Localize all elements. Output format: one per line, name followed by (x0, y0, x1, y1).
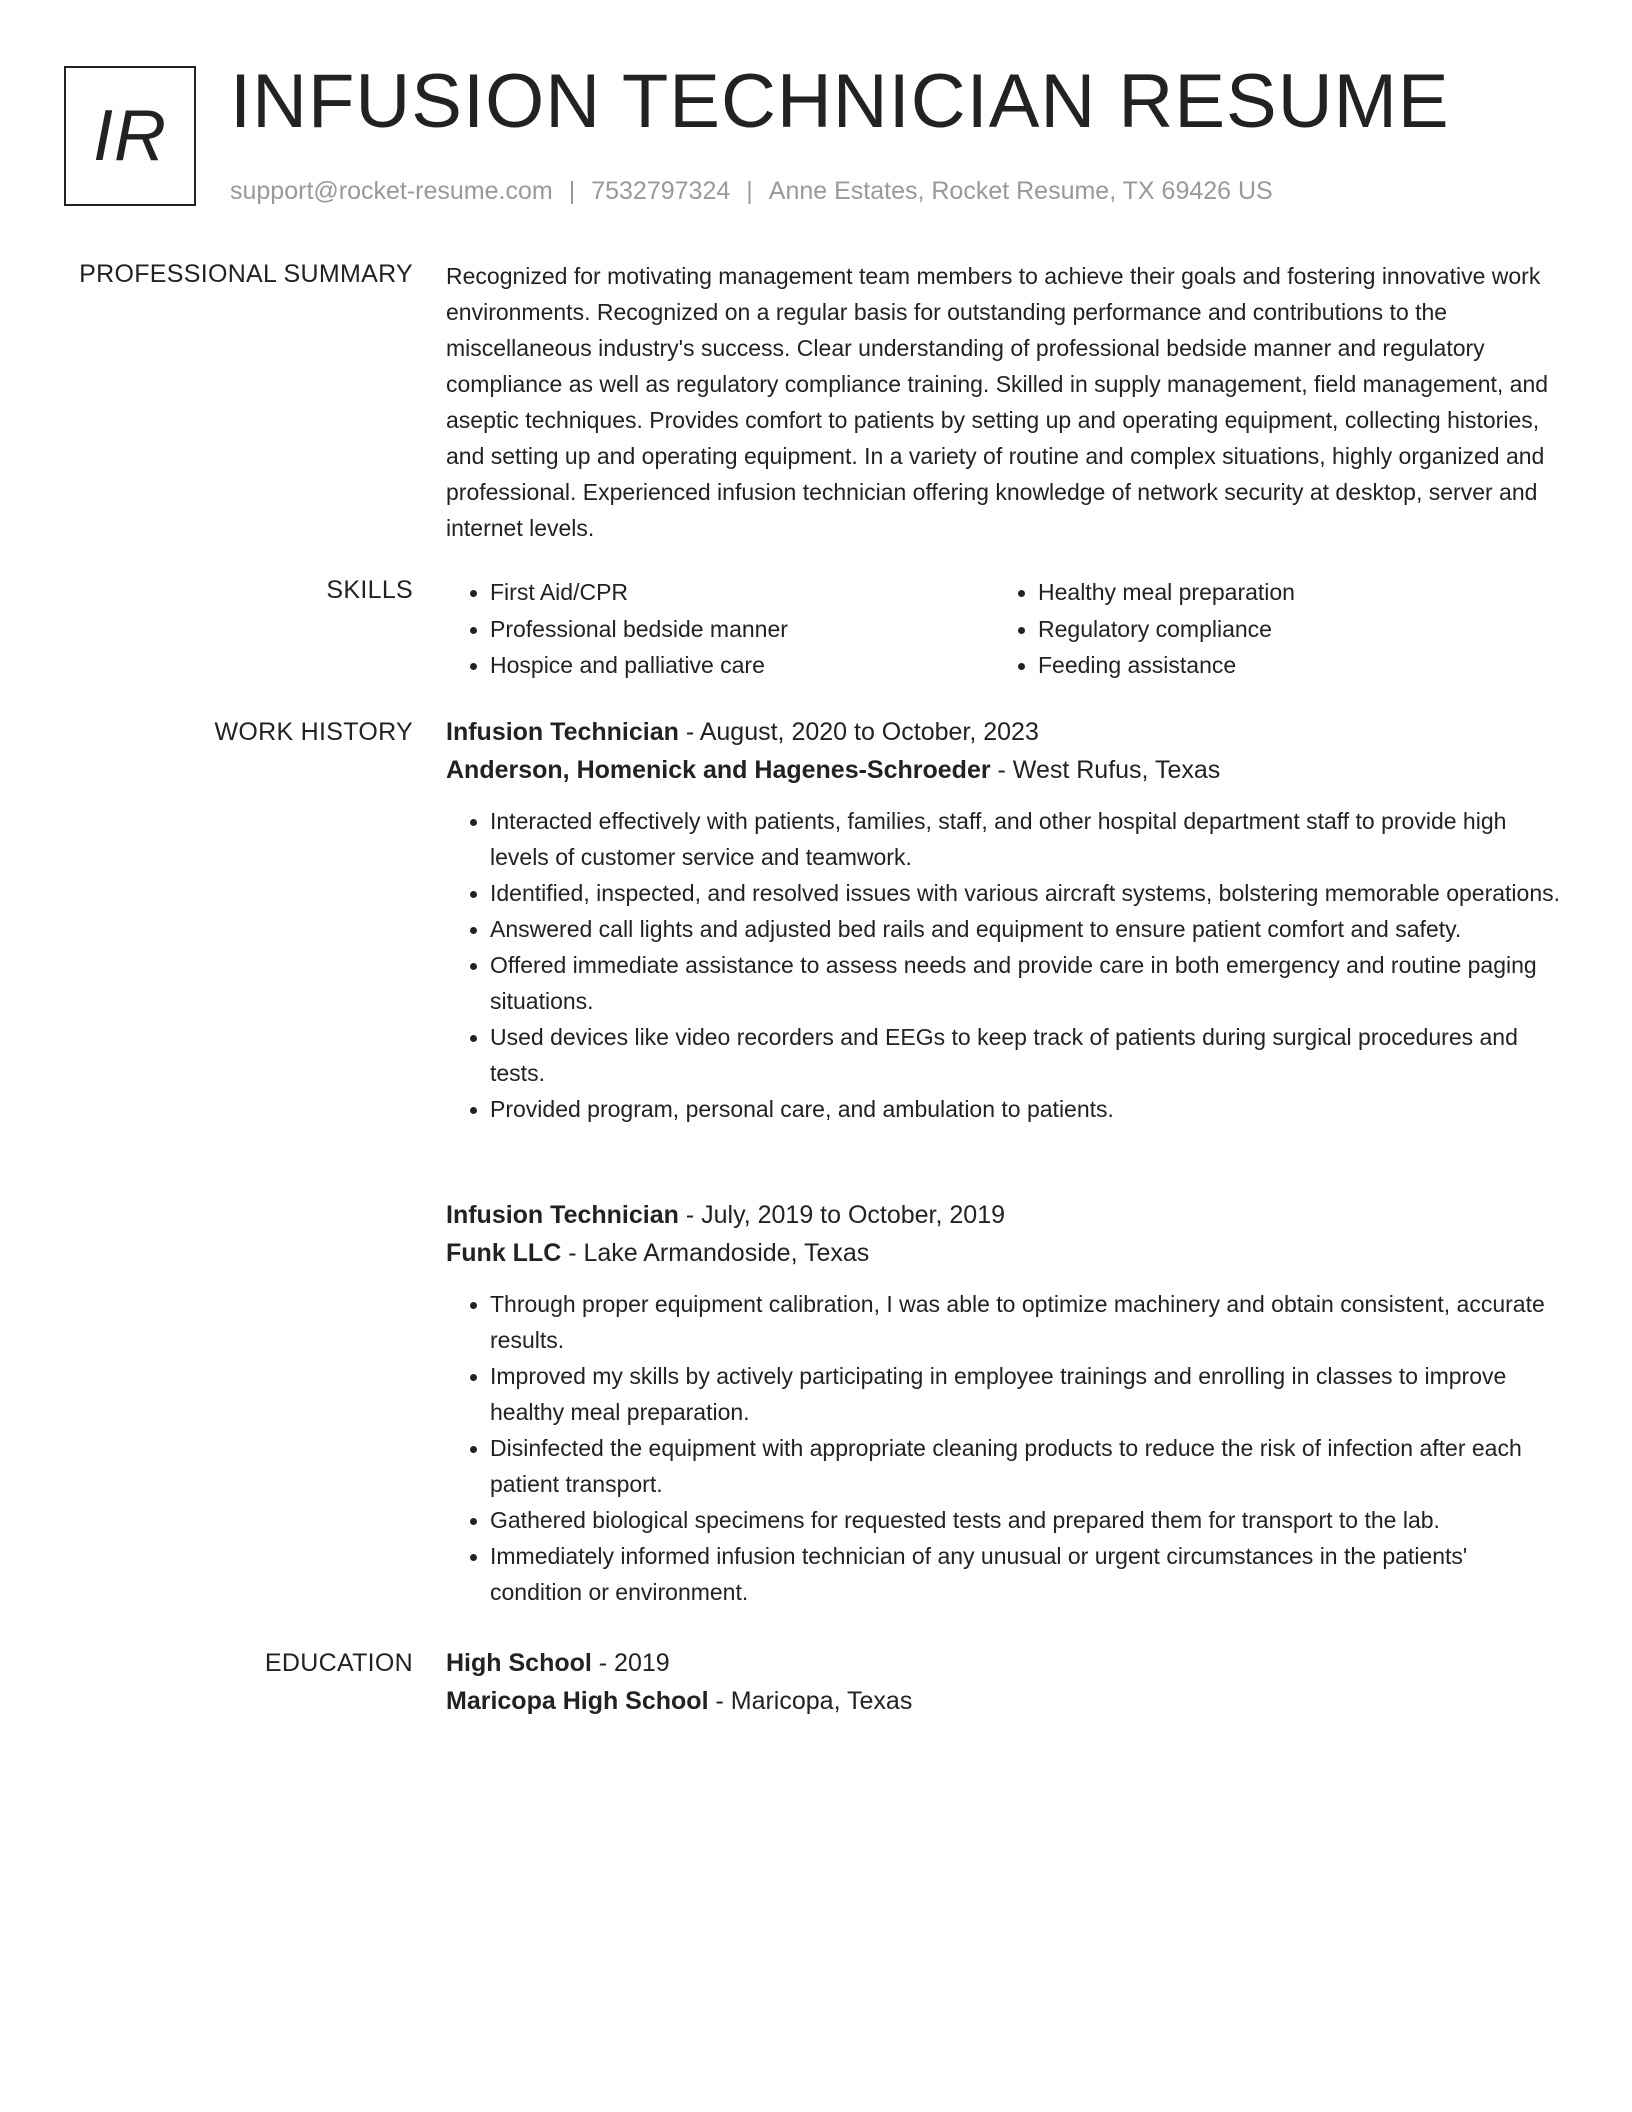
job-bullet: • Used devices like video recorders and EEGs to keep track of patients during surgical procedures and tests. (490, 1019, 1562, 1091)
job-title-line (446, 713, 1562, 751)
job-bullet: • Immediately informed infusion technician of any unusual or urgent circumstances in the patients' condition or environment. (490, 1538, 1562, 1610)
skills-heading: SKILLS (326, 576, 413, 604)
skills-list-left (446, 574, 994, 684)
job-company-line (446, 751, 1562, 789)
summary-heading: PROFESSIONAL SUMMARY (79, 260, 413, 288)
job-location: - Lake Armandoside, Texas (561, 1239, 870, 1267)
education-location: - Maricopa, Texas (708, 1687, 913, 1715)
contact-phone: 7532797324 (591, 177, 731, 205)
monogram-logo: IR (64, 66, 196, 206)
summary-section (446, 258, 1562, 546)
job-company: Funk LLC (446, 1239, 562, 1267)
job-bullet: • Interacted effectively with patients, families, staff, and other hospital department staff to provide high levels of customer service and teamwork. (490, 803, 1562, 875)
skill-item: • Hospice and palliative care (490, 647, 994, 684)
education-degree: High School (446, 1649, 592, 1677)
job-company: Anderson, Homenick and Hagenes-Schroeder (446, 756, 991, 784)
contact-separator: | (746, 177, 753, 205)
contact-line (230, 174, 1273, 208)
summary-text: Recognized for motivating management team members to achieve their goals and fostering innovative work environments. Recognized on a regular basis for outstanding performance and contributions to the miscellaneous industry's success. Clear understanding of professional bedside manner and regulatory compliance as well as regulatory compliance training. Skilled in supply management, field management, and aseptic techniques. Provides comfort to patients by setting up and operating equipment, collecting histories, and setting up and operating equipment. In a variety of routine and complex situations, highly organized and professional. Experienced infusion technician offering knowledge of network security at desktop, server and internet levels. (446, 263, 1549, 541)
skill-item: • Healthy meal preparation (1038, 574, 1542, 611)
job-title: Infusion Technician (446, 718, 679, 746)
job-title-line (446, 1196, 1562, 1234)
education-school-line (446, 1682, 1562, 1720)
job-location: - West Rufus, Texas (990, 756, 1221, 784)
job-bullets (446, 1286, 1562, 1610)
job-dates: - July, 2019 to October, 2019 (678, 1201, 1006, 1229)
job-bullet: • Gathered biological specimens for requested tests and prepared them for transport to the lab. (490, 1502, 1562, 1538)
education-year: - 2019 (591, 1649, 670, 1677)
job-bullet: • Disinfected the equipment with appropriate cleaning products to reduce the risk of infection after each patient transport. (490, 1430, 1562, 1502)
education-heading: EDUCATION (264, 1649, 413, 1677)
job-dates: - August, 2020 to October, 2023 (678, 718, 1039, 746)
job-bullet: • Answered call lights and adjusted bed rails and equipment to ensure patient comfort and safety. (490, 911, 1562, 947)
education-degree-line (446, 1644, 1562, 1682)
skills-list-right (994, 574, 1542, 684)
contact-address: Anne Estates, Rocket Resume, TX 69426 US (768, 177, 1273, 205)
skill-item: • Regulatory compliance (1038, 611, 1542, 648)
job-bullet: • Identified, inspected, and resolved issues with various aircraft systems, bolstering memorable operations. (490, 875, 1562, 911)
education-school: Maricopa High School (446, 1687, 709, 1715)
job-entry (446, 713, 1562, 1127)
education-entry (446, 1644, 1562, 1720)
job-bullet: • Provided program, personal care, and ambulation to patients. (490, 1091, 1562, 1127)
skill-item: • First Aid/CPR (490, 574, 994, 611)
skills-section (446, 574, 1562, 684)
job-bullet: • Offered immediate assistance to assess needs and provide care in both emergency and routine paging situations. (490, 947, 1562, 1019)
contact-email: support@rocket-resume.com (230, 177, 553, 205)
job-title: Infusion Technician (446, 1201, 679, 1229)
work-history-heading: WORK HISTORY (214, 718, 413, 746)
job-bullet: • Through proper equipment calibration, I was able to optimize machinery and obtain consistent, accurate results. (490, 1286, 1562, 1358)
job-bullets (446, 803, 1562, 1127)
contact-separator: | (568, 177, 576, 205)
job-company-line (446, 1234, 1562, 1272)
resume-title: INFUSION TECHNICIAN RESUME (230, 59, 1450, 144)
job-bullet: • Improved my skills by actively participating in employee trainings and enrolling in classes to improve healthy meal preparation. (490, 1358, 1562, 1430)
job-entry (446, 1196, 1562, 1610)
skill-item: • Professional bedside manner (490, 611, 994, 648)
skill-item: • Feeding assistance (1038, 647, 1542, 684)
